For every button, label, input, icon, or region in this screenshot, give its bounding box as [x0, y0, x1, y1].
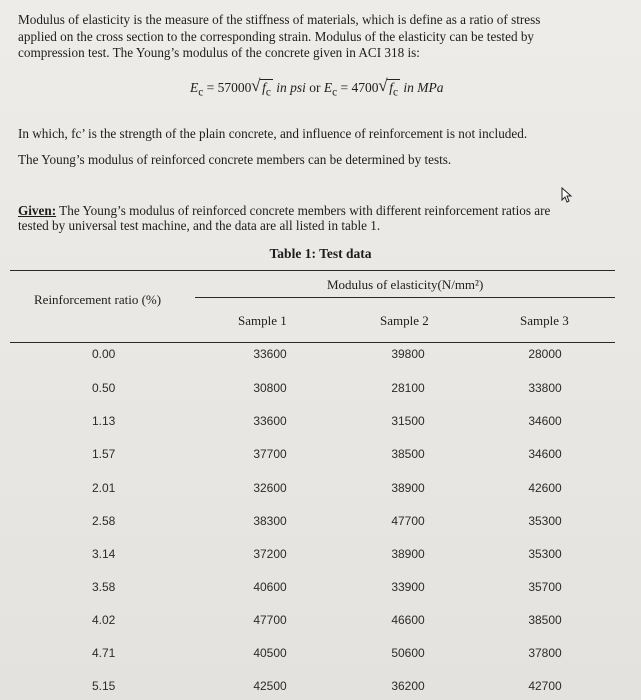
explain-line-1: In which, fc’ is the strength of the plain concrete, and influence of reinforcement is not included.	[18, 126, 528, 141]
formula-unit-2: in MPa	[403, 80, 444, 95]
intro-line-2: applied on the cross section to the corresponding strain. Modulus of the elasticity can be tested by	[18, 28, 535, 44]
header-bottom-rule	[10, 342, 615, 343]
ratio-cell: 2.01	[92, 481, 116, 495]
sample-3-cell: 35700	[528, 580, 562, 594]
sample-1-cell: 37200	[253, 547, 287, 561]
intro-line-3: compression test. The Young’s modulus of the concrete given in ACI 318 is:	[18, 45, 420, 60]
sample-2-cell: 38900	[391, 547, 425, 561]
group-underline-rule	[195, 297, 615, 298]
sample-1-cell: 37700	[253, 447, 287, 461]
sample-1-cell: 30800	[253, 381, 287, 395]
formula-rootsub-2: c	[393, 86, 399, 99]
ratio-cell: 0.50	[92, 381, 116, 395]
sample-1-cell: 40500	[253, 646, 287, 660]
sample-2-cell: 46600	[391, 613, 425, 627]
given-line-2: tested by universal test machine, and the data are all listed in table 1.	[18, 218, 381, 233]
sample-2-cell: 50600	[391, 646, 425, 660]
sample-3-cell: 33800	[528, 381, 562, 395]
sample-1-cell: 32600	[253, 481, 287, 495]
sample-2-cell: 28100	[391, 381, 425, 395]
formula-sqrt-1	[260, 79, 273, 99]
sample-3-cell: 34600	[528, 447, 562, 461]
formula-sub-1: c	[198, 86, 204, 99]
aci-formula	[190, 79, 444, 99]
formula-coefficient-1: = 57000	[206, 80, 252, 95]
ratio-column-header: Reinforcement ratio (%)	[34, 292, 162, 307]
sample-1-cell: 38300	[253, 514, 287, 528]
ratio-cell: 3.58	[92, 580, 116, 594]
sample-1-cell: 42500	[253, 679, 287, 693]
formula-root-2: f	[389, 80, 394, 95]
sample-1-header: Sample 1	[238, 313, 287, 328]
ratio-cell: 0.00	[92, 347, 116, 361]
sample-1-cell: 40600	[253, 580, 287, 594]
table-top-rule	[10, 270, 615, 271]
sample-2-cell: 38900	[391, 481, 425, 495]
sample-3-cell: 37800	[528, 646, 562, 660]
formula-lhs-2: E	[323, 80, 333, 95]
explain-paragraph	[18, 121, 618, 173]
sample-2-cell: 33900	[391, 580, 425, 594]
intro-paragraph	[18, 12, 618, 62]
formula-sqrt-2	[387, 79, 400, 99]
sample-3-cell: 34600	[528, 414, 562, 428]
sample-3-cell: 42600	[528, 481, 562, 495]
sample-3-cell: 38500	[528, 613, 562, 627]
sample-2-cell: 47700	[391, 514, 425, 528]
sample-1-cell: 47700	[253, 613, 287, 627]
intro-line-1: Modulus of elasticity is the measure of the stiffness of materials, which is define as a ratio of stress	[18, 12, 541, 27]
formula-coefficient-2: = 4700	[340, 80, 379, 95]
formula-lhs-1: E	[190, 80, 199, 95]
formula-rootsub-1: c	[265, 86, 271, 99]
ratio-cell: 1.57	[92, 447, 116, 461]
modulus-group-label: Modulus of elasticity(N/mm²)	[327, 277, 484, 292]
table-title: Table 1: Test data	[269, 246, 372, 261]
sample-3-cell: 42700	[528, 679, 562, 693]
given-line-1: The Young’s modulus of reinforced concrete members with different reinforcement ratios are	[56, 203, 551, 218]
formula-or: or	[309, 80, 321, 95]
mouse-pointer-icon	[560, 187, 574, 203]
sample-3-cell: 35300	[528, 547, 562, 561]
sample-2-cell: 38500	[391, 447, 425, 461]
sample-1-cell: 33600	[253, 347, 287, 361]
formula-root-1: f	[262, 80, 266, 95]
sample-3-header: Sample 3	[520, 313, 569, 328]
ratio-cell: 4.71	[92, 646, 116, 660]
ratio-cell: 1.13	[92, 414, 116, 428]
sample-3-cell: 28000	[528, 347, 562, 361]
ratio-cell: 3.14	[92, 547, 116, 561]
sample-2-cell: 36200	[391, 679, 425, 693]
sample-2-header: Sample 2	[380, 313, 429, 328]
ratio-cell: 4.02	[92, 613, 116, 627]
sample-3-cell: 35300	[528, 514, 562, 528]
ratio-cell: 2.58	[92, 514, 116, 528]
given-label: Given:	[18, 203, 57, 218]
formula-unit-1: in psi	[276, 80, 306, 95]
sample-2-cell: 39800	[391, 347, 425, 361]
sample-1-cell: 33600	[253, 414, 287, 428]
formula-sub-2: c	[332, 86, 338, 99]
sample-2-cell: 31500	[391, 414, 425, 428]
modulus-group-header	[327, 277, 483, 293]
given-paragraph	[18, 203, 618, 233]
ratio-cell: 5.15	[92, 679, 116, 693]
explain-line-2: The Young’s modulus of reinforced concrete members can be determined by tests.	[18, 152, 452, 167]
